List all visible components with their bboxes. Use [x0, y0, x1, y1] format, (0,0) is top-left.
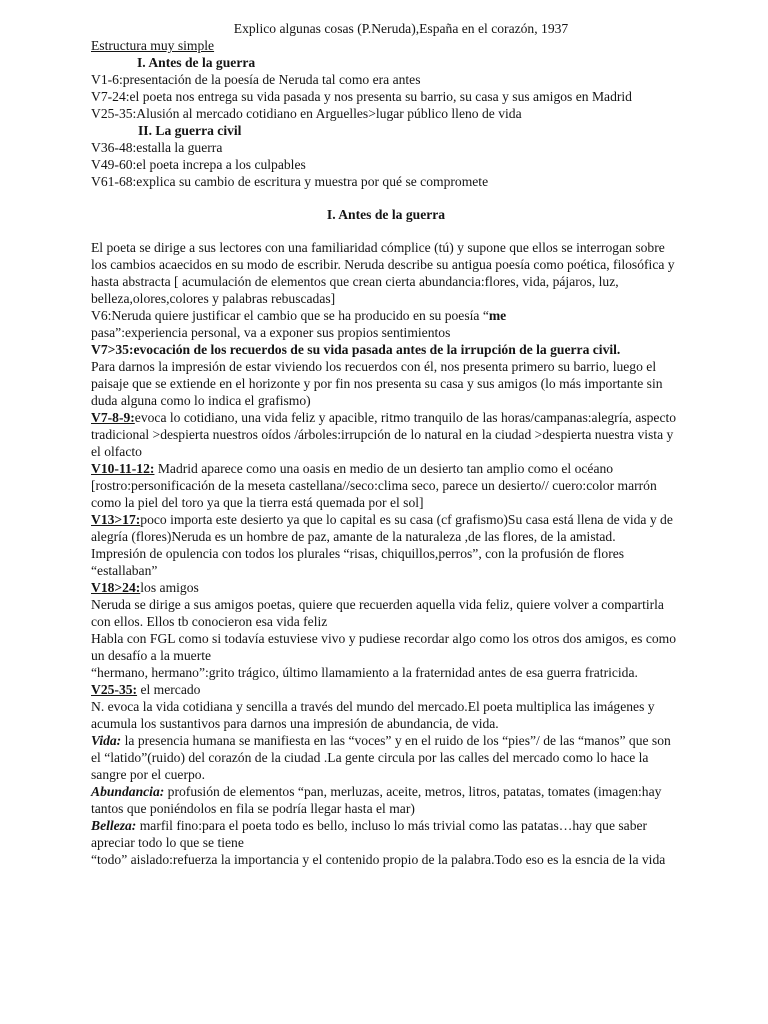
vida-paragraph [91, 732, 681, 783]
structure-item: V36-48:estalla la guerra [91, 140, 223, 155]
structure-part1: I. Antes de la guerra [137, 55, 256, 70]
spacer [91, 190, 681, 206]
belleza-text: marfil fino:para el poeta todo es bello, incluso lo más trivial como las patatas…hay que saber apreciar todo lo que se tiene [91, 818, 648, 850]
vida-label: Vida: [91, 733, 122, 748]
v1012-label: V10-11-12: [91, 461, 155, 476]
structure-item: V7-24:el poeta nos entrega su vida pasada y nos presenta su barrio, su casa y sus amigos en Madrid [91, 89, 632, 104]
v1824-paragraph [91, 579, 681, 596]
section-title: I. Antes de la guerra [326, 207, 446, 222]
todo-paragraph: “todo” aislado:refuerza la importancia y el contenido propio de la palabra.Todo eso es la esncia de la vida [91, 852, 666, 867]
structure-item: V61-68:explica su cambio de escritura y muestra por qué se compromete [91, 174, 489, 189]
v6-text-b: pasa”:experiencia personal, va a exponer sus propios sentimientos [91, 325, 451, 340]
v1824-text: los amigos [140, 580, 199, 595]
v1012-paragraph [91, 460, 681, 511]
vida-text: la presencia humana se manifiesta en las “voces” y en el ruido de los “pies”/ de las “manos” que son el “latido”(ruido) del corazón de la ciudad .La gente circula por las calles del mercado como lo hace la sangre por el cuerpo. [91, 733, 671, 782]
structure-item: V49-60:el poeta increpa a los culpables [91, 157, 306, 172]
document-title: Explico algunas cosas (P.Neruda),España en el corazón, 1937 [233, 21, 569, 36]
structure-part2: II. La guerra civil [138, 123, 242, 138]
v2535-text: el mercado [137, 682, 201, 697]
v1317-label: V13>17: [91, 512, 141, 527]
spacer [91, 223, 681, 239]
v789-paragraph [91, 409, 681, 460]
v6-bold: me [488, 308, 507, 323]
opulencia-paragraph: Impresión de opulencia con todos los plurales “risas, chiquillos,perros”, con la profusión de flores “estallaban” [91, 546, 625, 578]
v2535-paragraph [91, 681, 681, 698]
v1317-paragraph [91, 511, 681, 545]
abundancia-paragraph [91, 783, 681, 817]
belleza-paragraph [91, 817, 681, 851]
belleza-label: Belleza: [91, 818, 137, 833]
v1824-label: V18>24: [91, 580, 141, 595]
v7-paragraph: Para darnos la impresión de estar viviendo los recuerdos con él, nos presenta primero su barrio, luego el paisaje que se extiende en el horizonte y por fin nos presenta su casa y sus amigos (lo más importante sin duda alguna como lo indica el grafismo) [91, 359, 663, 408]
v789-label: V7-8-9: [91, 410, 135, 425]
abundancia-label: Abundancia: [91, 784, 165, 799]
v1012-text: Madrid aparece como una oasis en medio de un desierto tan amplio como el océano [rostro:personificación de la meseta castellana//seco:clima seco, parece un desierto// cuero:color marrón como la piel del toro ya que la tierra está quemada por el sol] [91, 461, 657, 510]
structure-item: V25-35:Alusión al mercado cotidiano en Arguelles>lugar público lleno de vida [91, 106, 522, 121]
amigos-paragraph: Habla con FGL como si todavía estuviese vivo y pudiese recordar algo como los otros dos amigos, es como un desafío a la muerte [91, 631, 677, 663]
v7-heading: V7>35:evocación de los recuerdos de su vida pasada antes de la irrupción de la guerra civil. [91, 342, 621, 357]
v789-text: evoca lo cotidiano, una vida feliz y apacible, ritmo tranquilo de las horas/campanas:alegría, aspecto tradicional >despierta nuestros oídos /árboles:irrupción de lo natural en la ciudad >despierta nuestra vista y el olfacto [91, 410, 677, 459]
v1317-text: poco importa este desierto ya que lo capital es su casa (cf grafismo)Su casa está llena de vida y de alegría (flores)Neruda es un hombre de paz, amante de la naturaleza ,de las flores, de la amistad. [91, 512, 673, 544]
amigos-paragraph: “hermano, hermano”:grito trágico, último llamamiento a la fraternidad antes de esa guerra fratricida. [91, 665, 638, 680]
v6-text-a: V6:Neruda quiere justificar el cambio que se ha producido en su poesía “ [91, 308, 489, 323]
structure-heading: Estructura muy simple [91, 38, 215, 53]
intro-paragraph: El poeta se dirige a sus lectores con una familiaridad cómplice (tú) y supone que ellos se interrogan sobre los cambios acaecidos en su modo de escribir. Neruda describe su antigua poesía como poética, filosófica y hasta abstracta [ acumulación de elementos que crean cierta abundancia:flores, vida, pájaros, luz, belleza,olores,colores y palabras rebuscadas] [91, 240, 675, 306]
structure-item: V1-6:presentación de la poesía de Neruda tal como era antes [91, 72, 421, 87]
mercado-paragraph: N. evoca la vida cotidiana y sencilla a través del mundo del mercado.El poeta multiplica las imágenes y acumula los sustantivos para darnos una impresión de abundancia, de vida. [91, 699, 655, 731]
amigos-paragraph: Neruda se dirige a sus amigos poetas, quiere que recuerden aquella vida feliz, quiere volver a compartirla con ellos. Ellos tb conocieron esa vida feliz [91, 597, 664, 629]
document-page [91, 20, 681, 868]
v2535-label: V25-35: [91, 682, 138, 697]
v6-paragraph [91, 307, 681, 341]
abundancia-text: profusión de elementos “pan, merluzas, aceite, metros, litros, patatas, tomates (imagen:hay tantos que poniéndolos en fila se podría llegar hasta el mar) [91, 784, 662, 816]
